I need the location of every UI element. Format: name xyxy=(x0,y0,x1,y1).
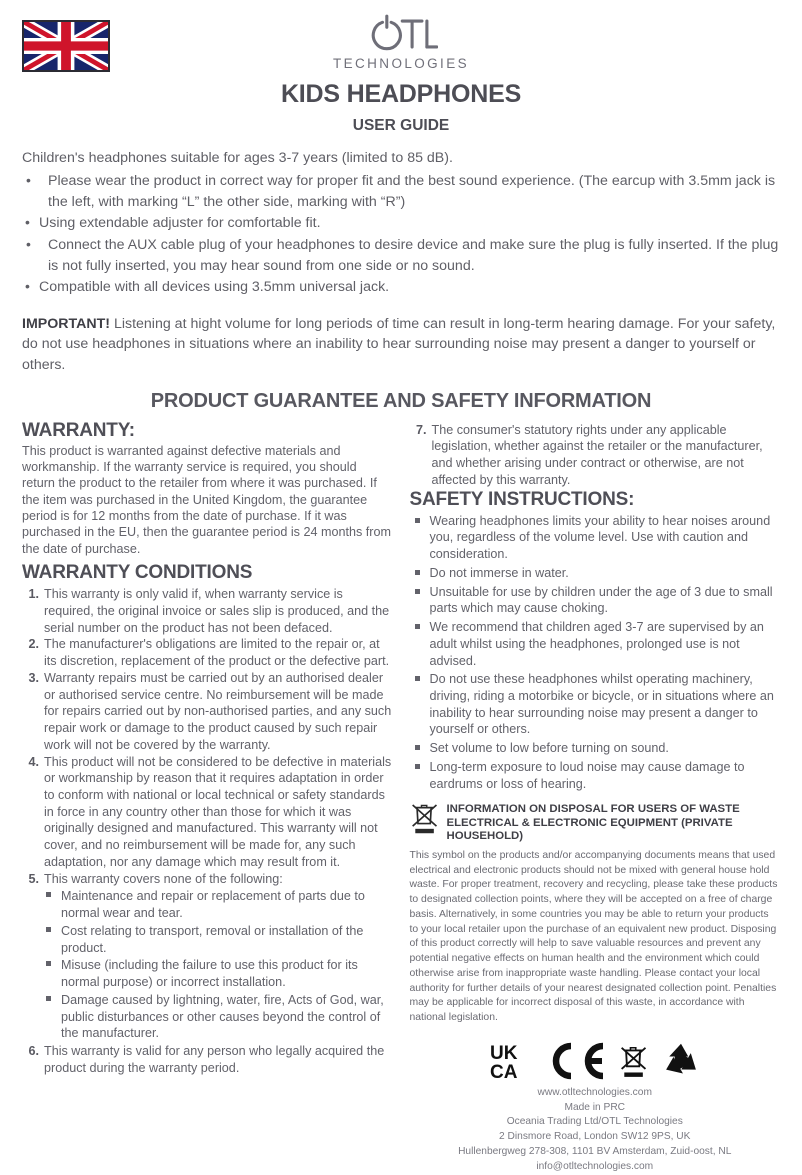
list-number: 2. xyxy=(28,637,39,652)
list-number: 5. xyxy=(28,871,39,886)
brand-subtitle: TECHNOLOGIES xyxy=(332,56,470,71)
document-header xyxy=(22,0,780,148)
list-item-text: This warranty is only valid if, when warranty service is required, the original invoice or sales slip is produced, and the serial number on the product has not been defaced. xyxy=(44,587,390,635)
product-title: KIDS HEADPHONES xyxy=(280,80,522,108)
list-number: 6. xyxy=(28,1044,39,1059)
two-column-body xyxy=(22,420,780,1175)
guide-subtitle: USER GUIDE xyxy=(352,117,450,134)
section-title: PRODUCT GUARANTEE AND SAFETY INFORMATION xyxy=(150,389,652,412)
footer-email: info@otltechnologies.com xyxy=(536,1160,654,1172)
crossed-out-wheelie-bin-icon xyxy=(410,804,440,836)
list-item-text: Compatible with all devices using 3.5mm universal jack. xyxy=(39,279,390,296)
safety-instructions-list xyxy=(410,513,781,793)
list-item xyxy=(22,636,393,669)
united-kingdom-flag-icon xyxy=(22,20,110,72)
weee-header xyxy=(410,803,781,843)
weee-title: INFORMATION ON DISPOSAL FOR USERS OF WASTE ELECTRICAL & ELECTRONIC EQUIPMENT (PRIVATE HOUSEHOLD) xyxy=(446,803,740,843)
list-item-text: Maintenance and repair or replacement of parts due to normal wear and tear. xyxy=(61,889,365,921)
weee-disposal-block xyxy=(410,803,781,1026)
right-column xyxy=(410,420,781,1175)
list-item-text: This warranty covers none of the following: xyxy=(44,871,283,886)
list-item xyxy=(22,754,393,871)
bullet-square-icon xyxy=(46,927,51,932)
intro-bullet-list xyxy=(22,171,780,298)
list-item-text: Do not immerse in water. xyxy=(429,565,569,580)
bullet-square-icon xyxy=(415,589,420,594)
list-item xyxy=(44,888,393,921)
list-item-text: Cost relating to transport, removal or installation of the product. xyxy=(61,923,364,955)
warranty-exclusions-list xyxy=(44,888,393,1042)
warranty-conditions-list-continued xyxy=(410,422,781,489)
list-item xyxy=(410,513,781,563)
svg-text:CA: CA xyxy=(489,1061,518,1083)
list-item xyxy=(44,957,393,990)
list-item-text: Connect the AUX cable plug of your headphones to desire device and make sure the plug is fully inserted. If the plug is not fully inserted, you may hear sound from one side or no sound. xyxy=(48,236,779,274)
bullet-dot-icon: • xyxy=(26,172,31,189)
important-label: IMPORTANT! xyxy=(22,315,110,332)
bullet-square-icon xyxy=(415,745,420,750)
bullet-square-icon xyxy=(46,892,51,897)
ukca-mark-icon xyxy=(489,1039,533,1083)
left-column xyxy=(22,420,393,1175)
bullet-square-icon xyxy=(415,764,420,769)
list-item-text: This product will not be considered to be defective in materials or workmanship by reason that it requires adaptation in order to conform with national or local technical or safety standards in force in any country other than those for which it was originally designed and manufactured. This warranty will not cover, and no reimbursement will be made for, any such adaptation, nor any damage which may result from it. xyxy=(44,754,392,869)
list-item-text: The manufacturer's obligations are limited to the repair or, at its discretion, replacement of the product or the defective part. xyxy=(44,637,390,669)
list-item xyxy=(22,277,780,298)
list-item-text: Long-term exposure to loud noise may cause damage to eardrums or loss of hearing. xyxy=(429,759,745,791)
bullet-square-icon xyxy=(415,570,420,575)
list-item xyxy=(22,670,393,754)
list-item-text: Warranty repairs must be carried out by an authorised dealer or authorised service centre. No reimbursement will be made for repairs carried out by non-authorised parties, and any such repair work or damage to the product caused by such repair work will not be covered by the warranty. xyxy=(44,670,392,752)
list-item-text: Misuse (including the failure to use this product for its normal purpose) or incorrect installation. xyxy=(61,958,358,990)
recycling-mark-icon xyxy=(661,1042,701,1080)
bullet-dot-icon: • xyxy=(26,235,31,252)
ce-mark-icon xyxy=(545,1040,607,1082)
certification-marks xyxy=(410,1038,781,1084)
footer-address-uk: 2 Dinsmore Road, London SW12 9PS, UK xyxy=(499,1131,691,1143)
list-item-text: Using extendable adjuster for comfortable fit. xyxy=(39,215,321,232)
list-item-text: Please wear the product in correct way for proper fit and the best sound experience. (The earcup with 3.5mm jack is the left, with marking “L” the other side, marking with “R”) xyxy=(48,173,776,210)
list-item-text: We recommend that children aged 3-7 are supervised by an adult whilst using the headphones, prolonged use is not advised. xyxy=(429,620,764,668)
list-item-text: The consumer's statutory rights under any applicable legislation, whether against the retailer or the manufacturer, and whether arising under contract or otherwise, are not affected by this warranty. xyxy=(431,422,763,487)
brand-block xyxy=(22,0,780,135)
crossed-out-wheelie-bin-mark-icon xyxy=(619,1041,649,1081)
list-item xyxy=(410,584,781,617)
footer-origin: Made in PRC xyxy=(564,1101,626,1113)
bullet-dot-icon: • xyxy=(25,214,30,231)
list-item xyxy=(22,235,780,276)
list-item-text: Wearing headphones limits your ability to hear noises around you, regardless of the volume level. Use with caution and consideration. xyxy=(429,513,771,562)
list-number: 7. xyxy=(415,422,427,437)
list-item xyxy=(410,671,781,738)
bullet-square-icon xyxy=(46,961,51,966)
list-item xyxy=(410,759,781,792)
footer-company: Oceania Trading Ltd/OTL Technologies xyxy=(506,1116,683,1128)
footer-website: www.otltechnologies.com xyxy=(537,1086,652,1098)
list-item xyxy=(22,871,393,1042)
list-item xyxy=(410,619,781,669)
list-number: 4. xyxy=(28,754,39,769)
list-item xyxy=(22,171,780,212)
bullet-dot-icon: • xyxy=(25,278,30,295)
list-number: 1. xyxy=(28,587,39,602)
warranty-text: This product is warranted against defective materials and workmanship. If the warranty service is required, you should return the product to the retailer from where it was purchased. If the item was purchased in the United Kingdom, the guarantee period is for 12 months from the date of purchase. If it was purchased in the EU, then the guarantee period is 24 months from the date of purchase. xyxy=(22,443,391,556)
bullet-square-icon xyxy=(415,676,420,681)
footer-address-nl: Hullenbergweg 278-308, 1101 BV Amsterdam, Zuid-oost, NL xyxy=(458,1146,732,1158)
footer-contact-info xyxy=(410,1086,781,1175)
list-item-text: Damage caused by lightning, water, fire, Acts of God, war, public disturbances or other causes beyond the control of the manufacturer. xyxy=(61,992,384,1041)
list-item xyxy=(410,422,781,489)
list-item xyxy=(44,992,393,1042)
list-number: 3. xyxy=(28,670,39,685)
bullet-square-icon xyxy=(46,996,51,1001)
list-item xyxy=(410,565,781,582)
list-item xyxy=(22,213,780,234)
list-item xyxy=(22,1043,393,1076)
svg-text:UK: UK xyxy=(489,1042,518,1064)
important-text: Listening at hight volume for long periods of time can result in long-term hearing damage. For your safety, do not use headphones in situations where an inability to hear surrounding noise may present a danger to yourself or others. xyxy=(22,315,776,373)
list-item-text: Set volume to low before turning on sound. xyxy=(429,741,669,756)
intro-section xyxy=(22,148,780,298)
intro-lead: Children's headphones suitable for ages 3-7 years (limited to 85 dB). xyxy=(22,150,453,166)
bullet-square-icon xyxy=(415,518,420,523)
list-item xyxy=(44,923,393,956)
important-notice xyxy=(22,314,780,376)
otl-logo-icon xyxy=(364,14,438,54)
warranty-conditions-heading: WARRANTY CONDITIONS xyxy=(22,562,253,584)
warranty-heading: WARRANTY: xyxy=(22,419,135,441)
warranty-conditions-list xyxy=(22,586,393,1076)
list-item-text: This warranty is valid for any person who legally acquired the product during the warranty period. xyxy=(44,1044,385,1075)
bullet-square-icon xyxy=(415,624,420,629)
safety-instructions-heading: SAFETY INSTRUCTIONS: xyxy=(409,488,635,510)
list-item-text: Unsuitable for use by children under the age of 3 due to small parts which may cause choking. xyxy=(429,584,773,616)
list-item xyxy=(410,740,781,757)
list-item xyxy=(22,586,393,636)
weee-body-text: This symbol on the products and/or accompanying documents means that used electrical and electronic products should not be mixed with general house hold waste. For proper treatment, recovery and recycling, please take these products to designated collection points, where they will be accepted on a free of charge basis. Alternatively, in some countries you may be able to return your products to your local retailer upon the purchase of an equivalent new product. Disposing of this product correctly will help to save valuable resources and prevent any potential negative effects on human health and the environment which could otherwise arise from inappropriate waste handling. Please contact your local authority for further details of your nearest designated collection point. Penalties may be applicable for incorrect disposal of this waste, in accordance with national legislation. xyxy=(409,849,778,1024)
list-item-text: Do not use these headphones whilst operating machinery, driving, riding a motorbike or bicycle, or in situations where an inability to hear surrounding noise may present a danger to yourself or others. xyxy=(429,672,774,737)
